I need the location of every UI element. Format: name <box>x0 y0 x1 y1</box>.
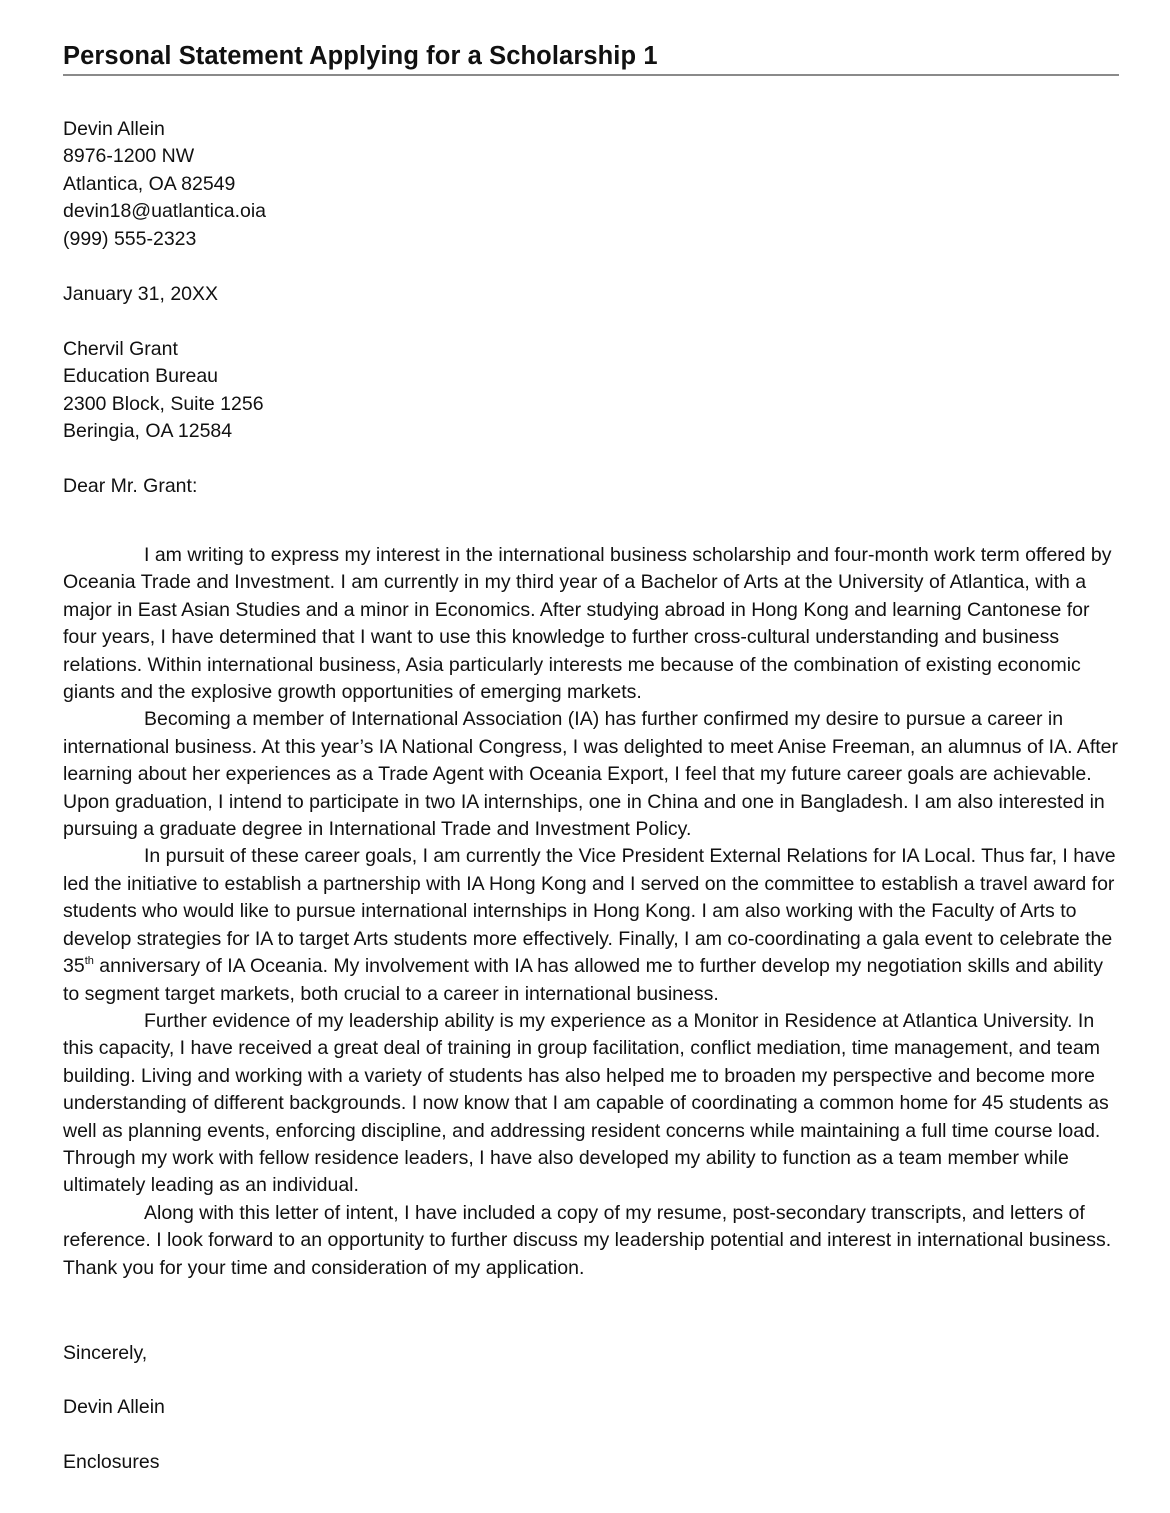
document-title: Personal Statement Applying for a Scholarship 1 <box>63 42 658 70</box>
body-paragraph-1: I am writing to express my interest in the international business scholarship and four-month work term offered by Oceania Trade and Investment. I am currently in my third year of a Bachelor of Arts at the University of Atlantica, with a major in East Asian Studies and a minor in Economics. After studying abroad in Hong Kong and learning Cantonese for four years, I have determined that I want to use this knowledge to further cross-cultural understanding and business relations. Within international business, Asia particularly interests me because of the combination of existing economic giants and the explosive growth opportunities of emerging markets. <box>63 544 1112 704</box>
recipient-city: Beringia, OA 12584 <box>63 420 233 442</box>
body-paragraph-4: Further evidence of my leadership ability is my experience as a Monitor in Residence at Atlantica University. In this capacity, I have received a great deal of training in group facilitation, conflict mediation, time management, and team building. Living and working with a variety of students has also helped me to broaden my perspective and become more understanding of different backgrounds. I now know that I am capable of coordinating a common home for 45 students as well as planning events, enforcing discipline, and addressing resident concerns while maintaining a full time course load. Through my work with fellow residence leaders, I have also developed my ability to function as a team member while ultimately leading as an individual. <box>63 1009 1109 1197</box>
sender-city: Atlantica, OA 82549 <box>63 173 236 195</box>
recipient-name: Chervil Grant <box>63 338 178 360</box>
sender-phone: (999) 555-2323 <box>63 228 197 250</box>
salutation: Dear Mr. Grant: <box>63 475 198 497</box>
recipient-street: 2300 Block, Suite 1256 <box>63 393 264 415</box>
body-paragraph-3-part-2: anniversary of IA Oceania. My involvement with IA has allowed me to further develop my negotiation skills and ability to segment target markets, both crucial to a career in international business. <box>63 955 1103 1005</box>
body-paragraph-2: Becoming a member of International Association (IA) has further confirmed my desire to pursue a career in international business. At this year’s IA National Congress, I was delighted to meet Anise Freeman, an alumnus of IA. After learning about her experiences as a Trade Agent with Oceania Export, I feel that my future career goals are achievable. Upon graduation, I intend to participate in two IA internships, one in China and one in Bangladesh. I am also interested in pursuing a graduate degree in International Trade and Investment Policy. <box>63 708 1119 841</box>
closing: Sincerely, <box>63 1342 148 1364</box>
sender-email: devin18@uatlantica.oia <box>63 200 267 222</box>
enclosures-note: Enclosures <box>63 1451 160 1473</box>
body-paragraph-3 <box>63 843 1119 1007</box>
sender-name: Devin Allein <box>63 118 165 140</box>
letter-body <box>63 542 1119 1282</box>
body-paragraph-5: Along with this letter of intent, I have included a copy of my resume, post-secondary transcripts, and letters of reference. I look forward to an opportunity to further discuss my leadership potential and interest in international business. Thank you for your time and consideration of my application. <box>63 1201 1112 1279</box>
recipient-organization: Education Bureau <box>63 365 219 387</box>
signature-name: Devin Allein <box>63 1396 165 1418</box>
ordinal-superscript: th <box>84 955 94 968</box>
title-underline <box>63 74 1119 76</box>
letter-date: January 31, 20XX <box>63 283 219 305</box>
sender-street: 8976-1200 NW <box>63 145 195 167</box>
body-paragraph-3-part-1: In pursuit of these career goals, I am currently the Vice President External Relations for IA Local. Thus far, I have led the initiative to establish a partnership with IA Hong Kong and I served on the committee to establish a travel award for students who would like to pursue international internships in Hong Kong. I am also working with the Faculty of Arts to develop strategies for IA to target Arts students more effectively. Finally, I am co-coordinating a gala event to celebrate the 35 <box>63 845 1116 978</box>
